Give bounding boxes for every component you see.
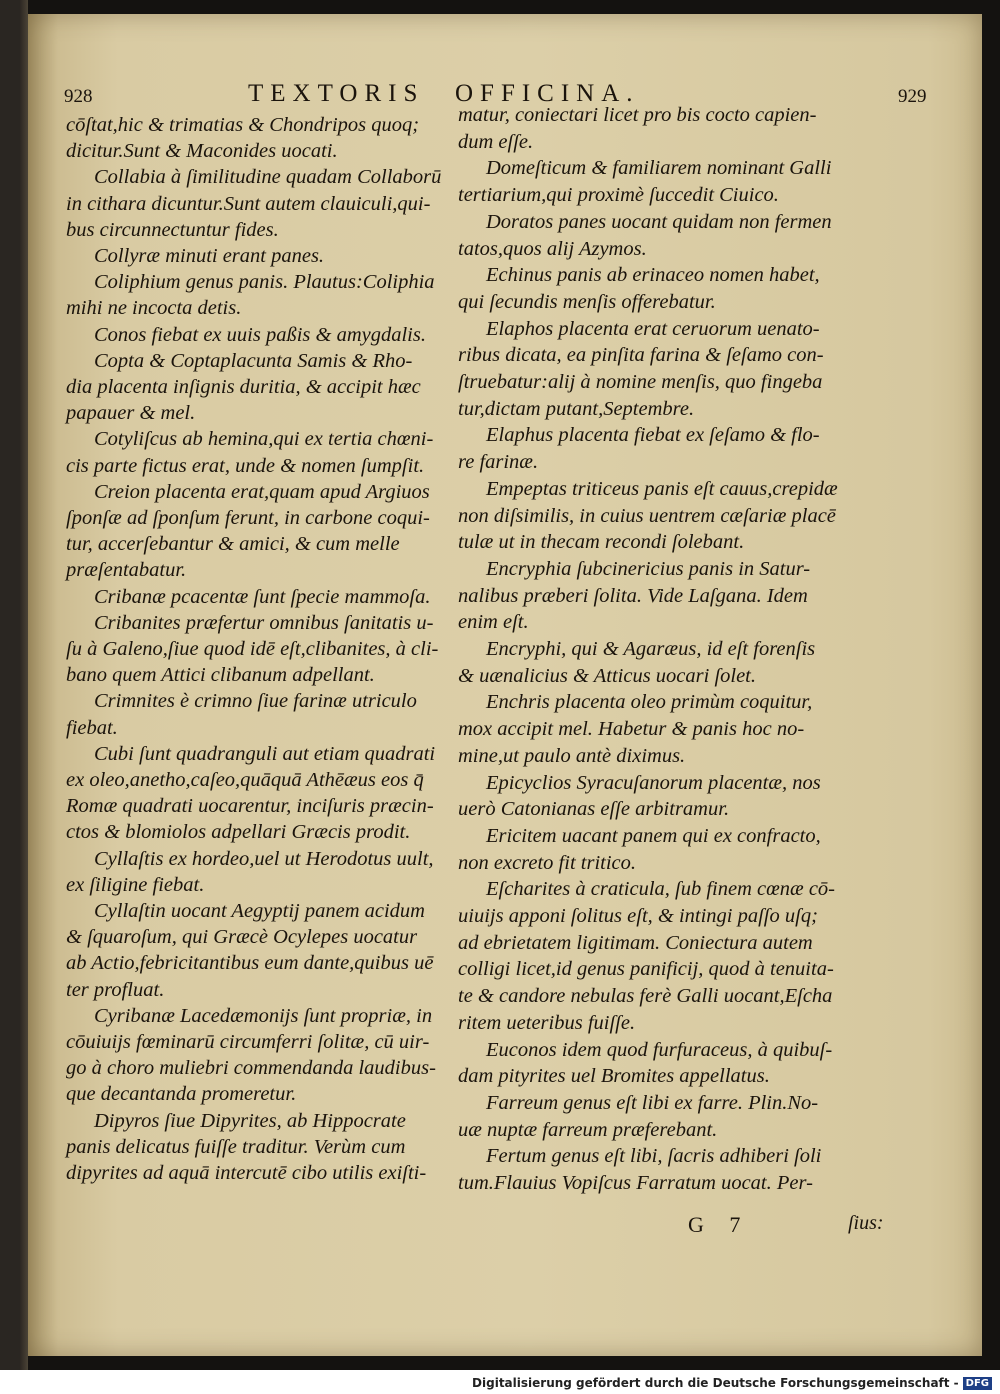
text-line: in cithara dicuntur.Sunt autem clauiculi,qui- [66, 192, 431, 215]
text-line: & uænalicius & Atticus uocari ſolet. [458, 664, 757, 687]
text-line: ſponſæ ad ſponſum ferunt, in carbone coqui- [66, 507, 430, 529]
text-line: ad ebrietatem ligitimam. Coniectura autem [458, 931, 813, 954]
text-line: Doratos panes uocant quidam non fermen [486, 210, 832, 233]
text-line: Collyræ minuti erant panes. [94, 245, 325, 267]
text-line: Ericitem uacant panem qui ex confracto, [486, 824, 821, 847]
text-line: Dipyros ſiue Dipyrites, ab Hippocrate [94, 1109, 406, 1132]
text-line: papauer & mel. [66, 402, 196, 425]
text-line: Elaphos placenta erat ceruorum uenato- [486, 317, 820, 340]
text-line: Creion placenta erat,quam apud Argiuos [94, 480, 430, 503]
text-line: ex oleo,anetho,caſeo,quāquā Athēæus eos q̄ [66, 769, 424, 791]
text-line: Empeptas triticeus panis eſt cauus,crepidæ [486, 477, 838, 500]
text-line: mihi ne incocta detis. [66, 297, 242, 320]
text-line: Cribanites præfertur omnibus ſanitatis u- [94, 611, 434, 634]
text-line: tur,dictam putant,Septembre. [458, 397, 695, 420]
right-page-number: 929 [898, 86, 927, 107]
text-line: cōſtat,hic & trimatias & Chondripos quoq; [66, 114, 420, 136]
text-line: cis parte fictus erat, unde & nomen ſumpſit. [66, 454, 425, 477]
text-line: te & candore nebulas ferè Galli uocant,Eſcha [458, 985, 833, 1008]
text-line: cōuiuijs fœminarū circumferri ſolitæ, cū uir- [66, 1031, 430, 1053]
text-line: Cotyliſcus ab hemina,qui ex tertia chœni- [94, 428, 434, 451]
text-line: ſu à Galeno,ſiue quod idē eſt,clibanites, à cli- [66, 638, 439, 660]
text-line: Cyllaſtin uocant Aegyptij panem acidum [94, 900, 425, 922]
digitization-footer [472, 1376, 992, 1390]
running-title-right: OFFICINA. [455, 80, 640, 107]
text-line: tulæ ut in thecam recondi ſolebant. [458, 531, 745, 554]
text-line: re farinæ. [458, 451, 539, 474]
text-line: bano quem Attici clibanum adpellant. [66, 664, 375, 687]
text-line: go à choro muliebri commendanda laudibus- [66, 1057, 436, 1080]
text-line: Encryphia ſubcinericius panis in Satur- [486, 557, 811, 580]
running-title-left: TEXTORIS [248, 80, 425, 107]
text-line: Epicyclios Syracuſanorum placentæ, nos [486, 771, 821, 794]
text-line: tur, accerſebantur & amici, & cum melle [66, 533, 400, 556]
text-line: ab Actio,febricitantibus eum dante,quibus uē [66, 952, 434, 975]
text-line: dam pityrites uel Bromites appellatus. [458, 1065, 770, 1088]
text-line: Crimnites è crimno ſiue farinæ utriculo [94, 690, 417, 713]
text-line: tum.Flauius Vopiſcus Farratum uocat. Per- [458, 1172, 813, 1194]
left-page-number: 928 [64, 86, 93, 107]
text-line: dum eſſe. [458, 130, 534, 153]
text-line: colligi licet,id genus panificij, quod à tenuita- [458, 958, 834, 981]
text-line: uiuijs apponi ſolitus eſt, & intingi paſſo uſq; [458, 905, 818, 927]
text-line: ritem ueteribus fuiſſe. [458, 1011, 636, 1034]
text-line: que decantanda promeretur. [66, 1083, 297, 1106]
text-line: bus circunnectuntur fides. [66, 218, 279, 241]
text-line: fiebat. [66, 716, 118, 739]
text-line: Conos fiebat ex uuis paßis & amygdalis. [94, 323, 426, 346]
catchword: ſius: [848, 1212, 884, 1234]
text-line: Eſcharites à craticula, ſub finem cœnæ cō- [486, 878, 836, 901]
footer-text: Digitalisierung gefördert durch die Deutsche Forschungsgemeinschaft - [472, 1376, 959, 1390]
book-spine [20, 0, 28, 1370]
text-line: non excreto fit tritico. [458, 851, 637, 874]
text-line: uerò Catonianas eſſe arbitramur. [458, 798, 730, 821]
text-line: Cyllaſtis ex hordeo,uel ut Herodotus uult, [94, 847, 434, 870]
text-line: Encryphi, qui & Agaræus, id eſt forenſis [486, 638, 816, 660]
text-line: mine,ut paulo antè diximus. [458, 744, 686, 767]
text-line: & ſquaroſum, qui Græcè Ocylepes uocatur [66, 926, 418, 949]
text-line: præſentabatur. [66, 559, 187, 582]
text-line: Collabia à ſimilitudine quadam Collaborū [94, 166, 442, 189]
text-line: Romæ quadrati uocarentur, inciſuris præcin- [66, 795, 434, 818]
text-line: Echinus panis ab erinaceo nomen habet, [486, 264, 820, 287]
text-line: uæ nuptæ farreum præferebant. [458, 1118, 718, 1141]
text-line: Domeſticum & familiarem nominant Galli [486, 157, 832, 180]
text-line: Euconos idem quod furfuraceus, à quibuſ- [486, 1038, 833, 1061]
page [28, 14, 982, 1356]
text-line: dipyrites ad aquā intercutē cibo utilis exiſti- [66, 1162, 427, 1184]
text-line: nalibus præberi ſolita. Vide Laſgana. Idem [458, 584, 808, 607]
text-line: matur, coniectari licet pro bis cocto capien- [458, 104, 817, 126]
text-line: panis delicatus fuiſſe traditur. Verùm cum [66, 1135, 406, 1158]
text-line: Enchris placenta oleo primùm coquitur, [486, 691, 813, 714]
left-page-edge [0, 0, 20, 1370]
text-line: Coliphium genus panis. Plautus:Coliphia [94, 271, 435, 294]
text-line: ctos & blomiolos adpellari Græcis prodit. [66, 821, 411, 844]
text-line: tatos,quos alij Azymos. [458, 237, 647, 260]
text-line: enim eſt. [458, 611, 529, 634]
text-line: ex ſiligine fiebat. [66, 873, 205, 896]
text-line: dicitur.Sunt & Maconides uocati. [66, 140, 338, 163]
text-line: dia placenta inſignis duritia, & accipit hæc [66, 376, 421, 398]
text-line: ter profluat. [66, 978, 165, 1001]
text-line: Copta & Coptaplacunta Samis & Rho- [94, 349, 413, 372]
text-line: Farreum genus eſt libi ex farre. Plin.No- [486, 1091, 819, 1114]
text-line: qui ſecundis menſis offerebatur. [458, 290, 716, 313]
dfg-logo: DFG [963, 1377, 992, 1390]
signature-mark: G 7 [688, 1212, 751, 1237]
text-line: Elaphus placenta fiebat ex ſeſamo & flo- [486, 424, 820, 447]
text-line: ribus dicata, ea pinſita farina & ſeſamo con- [458, 344, 824, 367]
text-line: ſtruebatur:alij à nomine menſis, quo fingeba [458, 371, 823, 393]
text-line: Cubi ſunt quadranguli aut etiam quadrati [94, 742, 436, 765]
text-line: Cyribanæ Lacedæmonijs ſunt propriæ, in [94, 1004, 433, 1027]
text-line: tertiarium,qui proximè ſuccedit Ciuico. [458, 184, 779, 207]
text-line: mox accipit mel. Habetur & panis hoc no- [458, 718, 805, 741]
text-line: non diſsimilis, in cuius uentrem cæſariæ placē [458, 504, 836, 527]
text-line: Cribanæ pcacentæ ſunt ſpecie mammoſa. [94, 585, 431, 608]
text-line: Fertum genus eſt libi, ſacris adhiberi ſoli [486, 1145, 822, 1168]
